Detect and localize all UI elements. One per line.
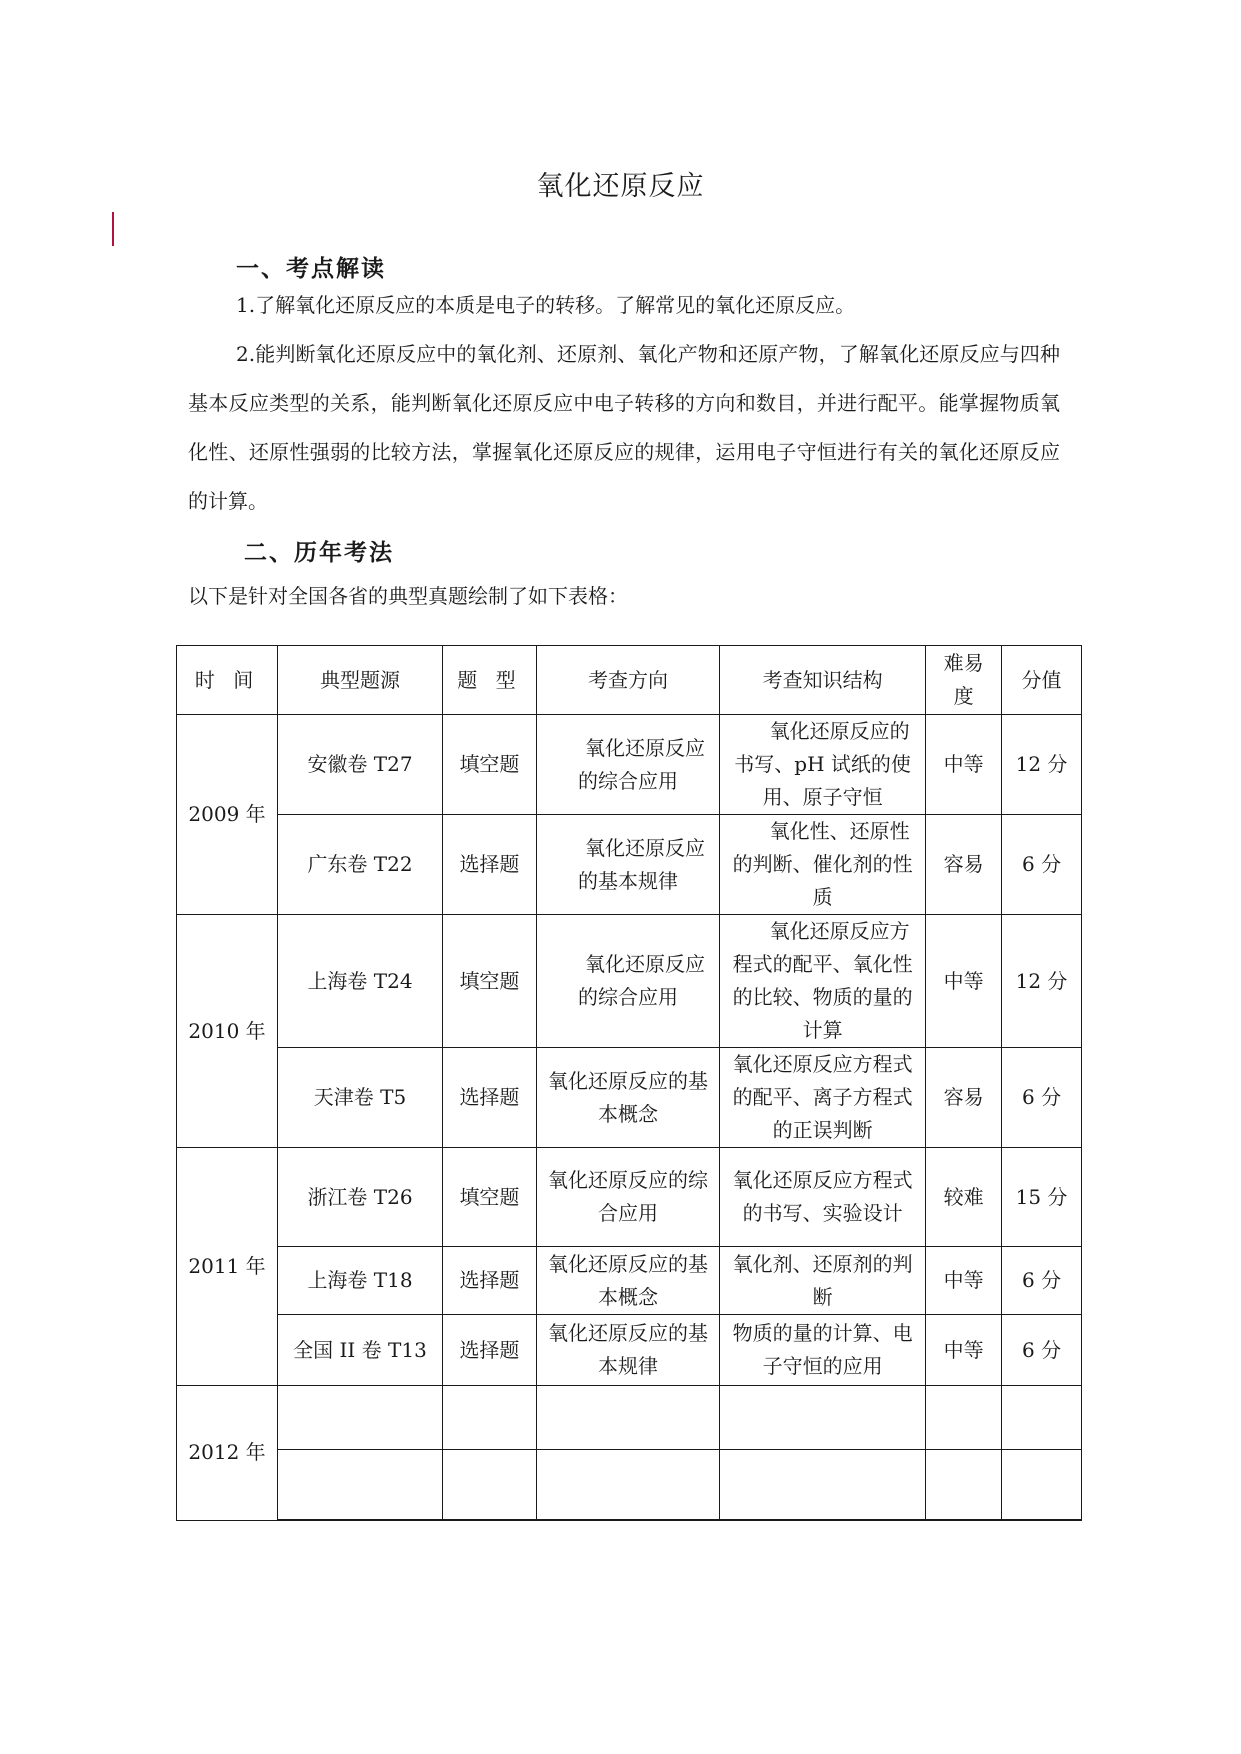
year-cell: 2011 年: [177, 1148, 278, 1386]
knowledge-cell: 物质的量的计算、电子守恒的应用: [719, 1315, 925, 1386]
type-cell: 填空题: [442, 1148, 536, 1247]
score-cell: 6 分: [1002, 815, 1082, 915]
source-cell: 广东卷 T22: [278, 815, 443, 915]
source-cell: 上海卷 T24: [278, 915, 443, 1048]
exam-table: [176, 645, 1082, 1521]
paragraph-point-1: 1.了解氧化还原反应的本质是电子的转移。了解常见的氧化还原反应。: [236, 293, 856, 317]
direction-cell: 氧化还原反应的基本概念: [536, 1048, 719, 1148]
direction-cell: 氧化还原反应的基本概念: [536, 1247, 719, 1315]
difficulty-cell: 较难: [926, 1148, 1002, 1247]
type-cell: 填空题: [442, 715, 536, 815]
knowledge-cell: 氧化还原反应的书写、pH 试纸的使用、原子守恒: [719, 715, 925, 815]
section-heading-history: 二、历年考法: [244, 540, 394, 566]
page-title: 氧化还原反应: [536, 171, 705, 202]
table-row: [177, 1386, 1082, 1450]
knowledge-cell: 氧化还原反应方程式的书写、实验设计: [719, 1148, 925, 1247]
score-cell: [1002, 1450, 1082, 1521]
difficulty-cell: [926, 1450, 1002, 1521]
difficulty-cell: 中等: [926, 1247, 1002, 1315]
table-row: [177, 1315, 1082, 1386]
difficulty-cell: 容易: [926, 815, 1002, 915]
direction-cell: 氧化还原反应的综合应用: [536, 1148, 719, 1247]
source-cell: 浙江卷 T26: [278, 1148, 443, 1247]
table-row: [177, 815, 1082, 915]
table-row: [177, 1247, 1082, 1315]
knowledge-cell: [719, 1450, 925, 1521]
difficulty-cell: 容易: [926, 1048, 1002, 1148]
header-score: 分值: [1002, 646, 1082, 715]
paragraph-point-2: 2.能判断氧化还原反应中的氧化剂、还原剂、氧化产物和还原产物，了解氧化还原反应与四种基本反应类型的关系，能判断氧化还原反应中电子转移的方向和数目，并进行配平。能掌握物质氧化性、还原性强弱的比较方法，掌握氧化还原反应的规律，运用电子守恒进行有关的氧化还原反应的计算。: [188, 342, 1060, 513]
year-cell: 2009 年: [177, 715, 278, 915]
score-cell: 15 分: [1002, 1148, 1082, 1247]
type-cell: [442, 1386, 536, 1450]
year-cell: 2012 年: [177, 1386, 278, 1521]
source-cell: 天津卷 T5: [278, 1048, 443, 1148]
knowledge-cell: 氧化剂、还原剂的判断: [719, 1247, 925, 1315]
margin-mark: [112, 212, 114, 246]
type-cell: [442, 1450, 536, 1521]
score-cell: 12 分: [1002, 915, 1082, 1048]
type-cell: 选择题: [442, 1315, 536, 1386]
knowledge-cell: 氧化性、还原性的判断、催化剂的性质: [719, 815, 925, 915]
difficulty-cell: [926, 1386, 1002, 1450]
direction-cell: 氧化还原反应的综合应用: [536, 715, 719, 815]
type-cell: 填空题: [442, 915, 536, 1048]
direction-cell: [536, 1386, 719, 1450]
direction-cell: 氧化还原反应的基本规律: [536, 1315, 719, 1386]
source-cell: 安徽卷 T27: [278, 715, 443, 815]
type-cell: 选择题: [442, 1048, 536, 1148]
score-cell: 12 分: [1002, 715, 1082, 815]
table-intro: 以下是针对全国各省的典型真题绘制了如下表格：: [188, 584, 628, 608]
source-cell: 上海卷 T18: [278, 1247, 443, 1315]
difficulty-cell: 中等: [926, 1315, 1002, 1386]
table-row: [177, 1048, 1082, 1148]
year-cell: 2010 年: [177, 915, 278, 1148]
header-direction: 考查方向: [536, 646, 719, 715]
header-source: 典型题源: [278, 646, 443, 715]
score-cell: 6 分: [1002, 1247, 1082, 1315]
score-cell: 6 分: [1002, 1315, 1082, 1386]
table-row: [177, 915, 1082, 1048]
knowledge-cell: 氧化还原反应方程式的配平、氧化性的比较、物质的量的计算: [719, 915, 925, 1048]
type-cell: 选择题: [442, 1247, 536, 1315]
table-row: [177, 1450, 1082, 1521]
source-cell: [278, 1386, 443, 1450]
difficulty-cell: 中等: [926, 915, 1002, 1048]
section-heading-analysis: 一、考点解读: [236, 256, 386, 282]
table-row: [177, 715, 1082, 815]
header-time: 时 间: [177, 646, 278, 715]
direction-cell: 氧化还原反应的基本规律: [536, 815, 719, 915]
score-cell: [1002, 1386, 1082, 1450]
header-type: 题 型: [442, 646, 536, 715]
source-cell: [278, 1450, 443, 1521]
knowledge-cell: 氧化还原反应方程式的配平、离子方程式的正误判断: [719, 1048, 925, 1148]
header-difficulty: 难易度: [926, 646, 1002, 715]
header-knowledge: 考查知识结构: [719, 646, 925, 715]
knowledge-cell: [719, 1386, 925, 1450]
score-cell: 6 分: [1002, 1048, 1082, 1148]
table-header-row: [177, 646, 1082, 715]
direction-cell: [536, 1450, 719, 1521]
direction-cell: 氧化还原反应的综合应用: [536, 915, 719, 1048]
difficulty-cell: 中等: [926, 715, 1002, 815]
source-cell: 全国 II 卷 T13: [278, 1315, 443, 1386]
type-cell: 选择题: [442, 815, 536, 915]
table-row: [177, 1148, 1082, 1247]
